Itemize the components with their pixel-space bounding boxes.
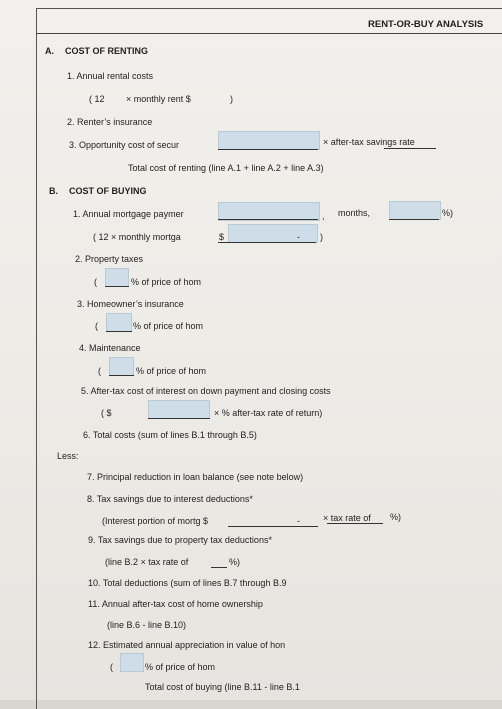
b1-pct: %) xyxy=(442,208,453,218)
b8-label: 8. Tax savings due to interest deductions* xyxy=(87,494,253,504)
section-a-letter: A. xyxy=(45,46,54,56)
b3-label: 3. Homeowner’s insurance xyxy=(77,299,184,309)
b8-sub-text: (Interest portion of mortg $ xyxy=(102,516,209,526)
b1-rate-input[interactable] xyxy=(389,201,441,220)
a3-label: 3. Opportunity cost of secur xyxy=(69,140,180,150)
b11-label: 11. Annual after-tax cost of home ownership xyxy=(88,599,263,609)
b9-label: 9. Tax savings due to property tax deductions* xyxy=(88,535,272,545)
b4-pct-input[interactable] xyxy=(109,357,134,376)
b4-sub-open: ( xyxy=(98,366,101,376)
a1-sub-open: ( 12 xyxy=(89,94,105,104)
b4-sub-text: % of price of hom xyxy=(136,366,207,376)
b1-monthly-input[interactable] xyxy=(228,224,318,243)
b2-label: 2. Property taxes xyxy=(75,254,144,264)
a1-label: 1. Annual rental costs xyxy=(67,71,154,81)
a3-amount-input[interactable] xyxy=(218,131,320,150)
b8-rate-underline xyxy=(327,523,383,524)
section-b-letter: B. xyxy=(49,186,58,196)
b7-label: 7. Principal reduction in loan balance (see note below) xyxy=(87,472,304,482)
section-b-heading: COST OF BUYING xyxy=(69,186,147,196)
b5-underline xyxy=(148,418,210,419)
b12-sub-open: ( xyxy=(110,662,113,672)
b9-rate-underline xyxy=(211,567,227,568)
a3-rate-underline xyxy=(384,148,436,149)
b5-sub-open: ( $ xyxy=(101,408,112,418)
header-rule xyxy=(37,33,502,34)
b12-pct-input[interactable] xyxy=(120,653,144,672)
b2-sub-open: ( xyxy=(94,277,97,287)
b12-sub-text: % of price of hom xyxy=(145,662,216,672)
a1-sub-text: × monthly rent $ xyxy=(126,94,191,104)
b3-underline xyxy=(106,331,132,332)
b9-sub-text: (line B.2 × tax rate of xyxy=(105,557,189,567)
page-title: RENT-OR-BUY ANALYSIS xyxy=(368,19,484,30)
b3-sub-open: ( xyxy=(95,321,98,331)
b1-rate-underline xyxy=(389,219,439,220)
b2-underline xyxy=(105,286,129,287)
b5-label: 5. After-tax cost of interest on down payment and closing costs xyxy=(81,386,331,396)
b5-amount-input[interactable] xyxy=(148,400,210,419)
b8-pct: %) xyxy=(390,512,401,522)
b6-label: 6. Total costs (sum of lines B.1 through B.5) xyxy=(83,430,257,440)
b8-interest-underline xyxy=(228,526,318,527)
b3-pct-input[interactable] xyxy=(106,313,132,332)
b8-sub-dash: - xyxy=(297,516,300,526)
b-total-label: Total cost of buying (line B.11 - line B.1 xyxy=(145,682,300,692)
a3-underline xyxy=(218,149,318,150)
a-total-label: Total cost of renting (line A.1 + line A.2 + line A.3) xyxy=(128,163,324,173)
b1-sub-close: ) xyxy=(320,232,323,242)
b11-sub-text: (line B.6 - line B.10) xyxy=(107,620,187,630)
b2-pct-input[interactable] xyxy=(105,268,129,287)
a1-sub-close: ) xyxy=(230,94,233,104)
a3-rate-label: × after-tax savings rate xyxy=(323,137,415,147)
less-label: Less: xyxy=(57,451,79,461)
b12-label: 12. Estimated annual appreciation in value of hon xyxy=(88,640,286,650)
a2-label: 2. Renter’s insurance xyxy=(67,117,153,127)
b1-sub-text: ( 12 × monthly mortga xyxy=(93,232,181,242)
b4-label: 4. Maintenance xyxy=(79,343,141,353)
b1-sub-underline xyxy=(218,242,316,243)
b1-comma: , xyxy=(322,211,325,221)
b10-label: 10. Total deductions (sum of lines B.7 through B.9 xyxy=(88,578,287,588)
b1-sub-dash: - xyxy=(297,232,300,242)
section-a-heading: COST OF RENTING xyxy=(65,46,148,56)
b4-underline xyxy=(109,375,134,376)
b1-underline xyxy=(218,219,318,220)
b2-sub-text: % of price of hom xyxy=(131,277,202,287)
b1-months-label: months, xyxy=(338,208,371,218)
b9-pct: %) xyxy=(229,557,240,567)
b3-sub-text: % of price of hom xyxy=(133,321,204,331)
b8-rate-label: × tax rate of xyxy=(323,513,371,523)
b1-sub-dollar: $ xyxy=(219,232,225,242)
b1-label: 1. Annual mortgage paymer xyxy=(73,209,184,219)
b5-sub-text: × % after-tax rate of return) xyxy=(214,408,323,418)
